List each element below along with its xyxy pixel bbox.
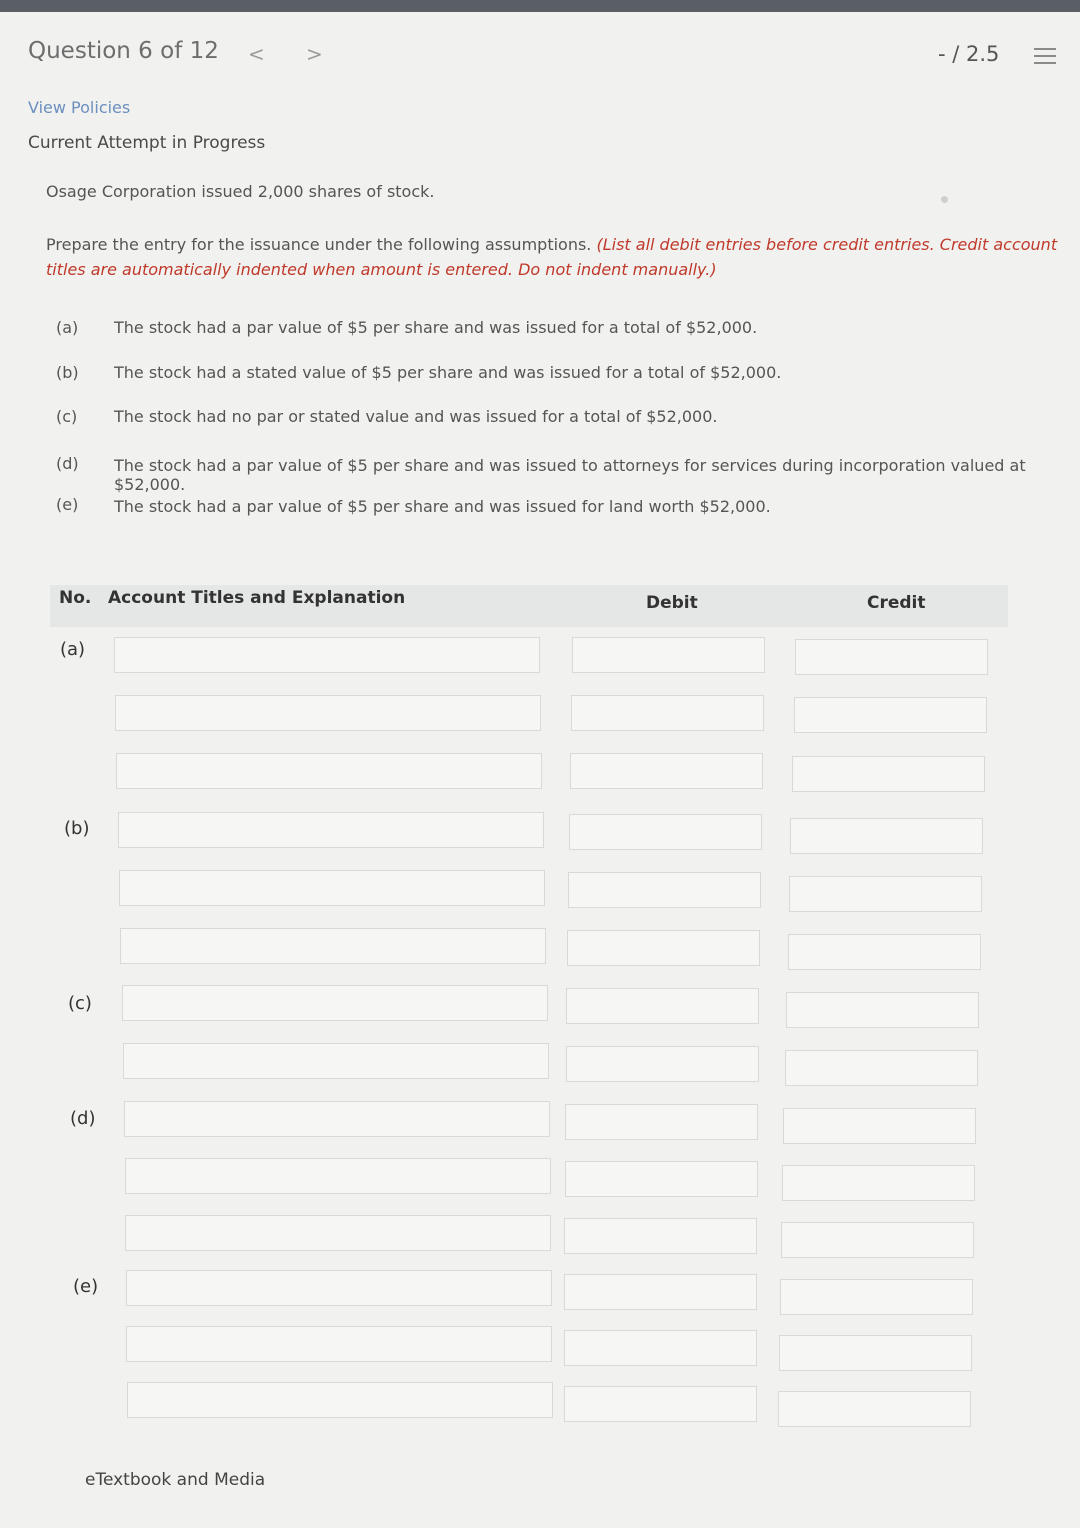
row-label-b: (b) bbox=[64, 818, 90, 839]
assumption-letter: (b) bbox=[56, 363, 79, 382]
credit-input[interactable] bbox=[782, 1165, 975, 1201]
next-question-icon[interactable]: > bbox=[306, 42, 323, 66]
account-title-input[interactable] bbox=[125, 1215, 551, 1251]
column-header-credit: Credit bbox=[867, 593, 926, 613]
etextbook-link[interactable]: eTextbook and Media bbox=[85, 1470, 266, 1490]
credit-input[interactable] bbox=[789, 876, 982, 912]
top-bar bbox=[0, 0, 1080, 12]
debit-input[interactable] bbox=[567, 930, 760, 966]
debit-input[interactable] bbox=[564, 1386, 757, 1422]
credit-input[interactable] bbox=[795, 639, 988, 675]
debit-input[interactable] bbox=[571, 695, 764, 731]
assumption-letter: (e) bbox=[56, 495, 79, 514]
dot-icon bbox=[941, 196, 948, 203]
assumption-letter: (c) bbox=[56, 407, 78, 426]
debit-input[interactable] bbox=[564, 1274, 757, 1310]
debit-input[interactable] bbox=[570, 753, 763, 789]
credit-input[interactable] bbox=[780, 1279, 973, 1315]
debit-input[interactable] bbox=[565, 1104, 758, 1140]
credit-input[interactable] bbox=[790, 818, 983, 854]
credit-input[interactable] bbox=[786, 992, 979, 1028]
credit-input[interactable] bbox=[781, 1222, 974, 1258]
account-title-input[interactable] bbox=[115, 695, 541, 731]
instruction-note: (List all debit entries before credit entries. Credit account titles are automatically indented when amount is entered. Do not indent manually.) bbox=[46, 235, 1058, 279]
row-label-e: (e) bbox=[73, 1276, 99, 1297]
debit-input[interactable] bbox=[564, 1330, 757, 1366]
column-header-no: No. bbox=[59, 588, 92, 608]
assumption-text: The stock had a par value of $5 per share and was issued for land worth $52,000. bbox=[114, 497, 771, 516]
account-title-input[interactable] bbox=[119, 870, 545, 906]
view-policies-link[interactable]: View Policies bbox=[28, 98, 131, 117]
account-title-input[interactable] bbox=[126, 1326, 552, 1362]
assumption-text: The stock had a par value of $5 per share and was issued for a total of $52,000. bbox=[114, 318, 758, 337]
credit-input[interactable] bbox=[785, 1050, 978, 1086]
attempt-status: Current Attempt in Progress bbox=[28, 133, 266, 153]
score-display: - / 2.5 bbox=[938, 42, 1000, 66]
problem-instructions bbox=[46, 232, 1071, 282]
debit-input[interactable] bbox=[568, 872, 761, 908]
account-title-input[interactable] bbox=[116, 753, 542, 789]
question-title: Question 6 of 12 bbox=[28, 38, 219, 64]
credit-input[interactable] bbox=[792, 756, 985, 792]
assumption-text: The stock had a stated value of $5 per share and was issued for a total of $52,000. bbox=[114, 363, 782, 382]
credit-input[interactable] bbox=[788, 934, 981, 970]
account-title-input[interactable] bbox=[114, 637, 540, 673]
account-title-input[interactable] bbox=[122, 985, 548, 1021]
row-label-c: (c) bbox=[68, 993, 92, 1014]
row-label-a: (a) bbox=[60, 639, 86, 660]
assumption-text: The stock had a par value of $5 per share and was issued to attorneys for services during incorporation valued at $52,000. bbox=[114, 456, 1026, 494]
account-title-input[interactable] bbox=[125, 1158, 551, 1194]
assumption-letter: (d) bbox=[56, 454, 79, 473]
list-menu-icon[interactable] bbox=[1034, 48, 1056, 66]
instruction-text: Prepare the entry for the issuance under the following assumptions. bbox=[46, 235, 597, 254]
previous-question-icon[interactable]: < bbox=[248, 42, 265, 66]
account-title-input[interactable] bbox=[118, 812, 544, 848]
assumption-letter: (a) bbox=[56, 318, 79, 337]
credit-input[interactable] bbox=[778, 1391, 971, 1427]
account-title-input[interactable] bbox=[120, 928, 546, 964]
column-header-debit: Debit bbox=[646, 593, 698, 613]
row-label-d: (d) bbox=[70, 1108, 96, 1129]
credit-input[interactable] bbox=[783, 1108, 976, 1144]
credit-input[interactable] bbox=[794, 697, 987, 733]
assumption-text: The stock had no par or stated value and was issued for a total of $52,000. bbox=[114, 407, 718, 426]
debit-input[interactable] bbox=[569, 814, 762, 850]
column-header-account: Account Titles and Explanation bbox=[108, 588, 406, 608]
account-title-input[interactable] bbox=[126, 1270, 552, 1306]
debit-input[interactable] bbox=[565, 1161, 758, 1197]
account-title-input[interactable] bbox=[124, 1101, 550, 1137]
account-title-input[interactable] bbox=[127, 1382, 553, 1418]
debit-input[interactable] bbox=[566, 1046, 759, 1082]
debit-input[interactable] bbox=[566, 988, 759, 1024]
credit-input[interactable] bbox=[779, 1335, 972, 1371]
debit-input[interactable] bbox=[572, 637, 765, 673]
account-title-input[interactable] bbox=[123, 1043, 549, 1079]
problem-intro: Osage Corporation issued 2,000 shares of stock. bbox=[46, 182, 435, 201]
debit-input[interactable] bbox=[564, 1218, 757, 1254]
